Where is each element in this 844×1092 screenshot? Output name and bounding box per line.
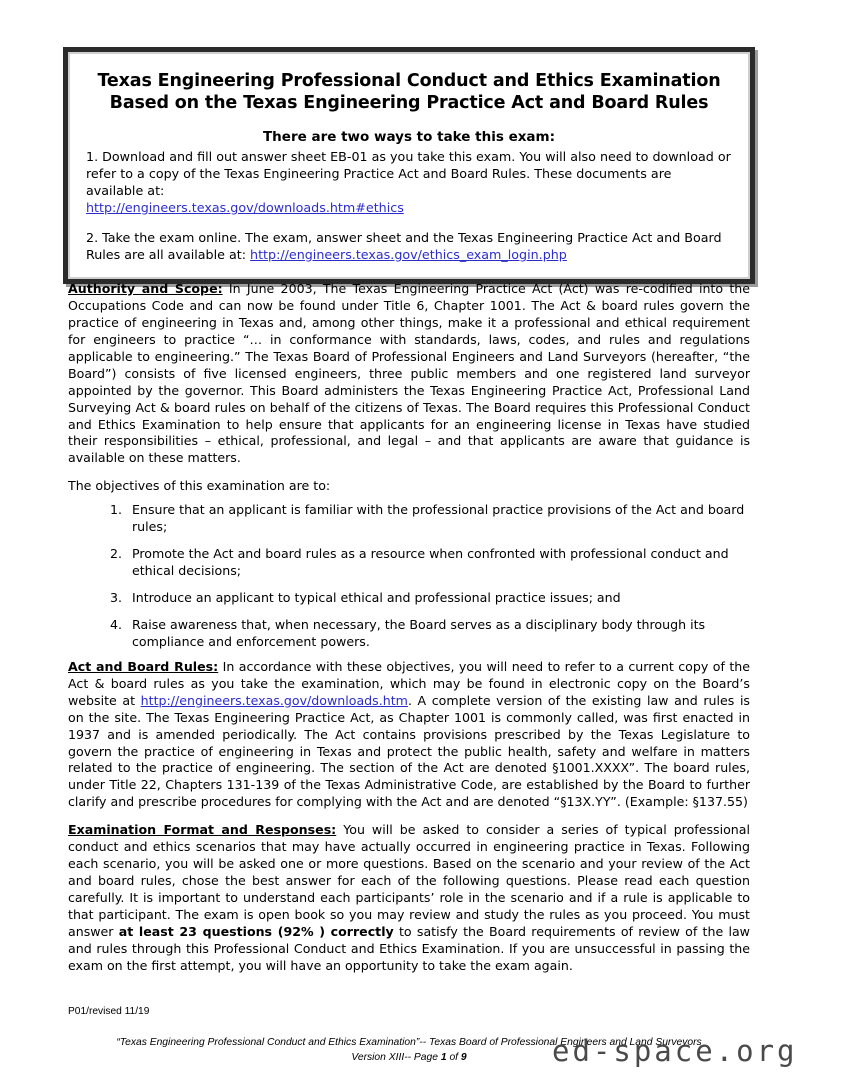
page-title-line1: Texas Engineering Professional Conduct and Ethics Examination — [97, 71, 721, 91]
footer-page-of: of — [446, 1051, 461, 1063]
examination-format-paragraph — [68, 822, 750, 974]
act-and-board-rules-paragraph — [68, 659, 750, 811]
act-and-board-rules-link[interactable]: http://engineers.texas.gov/downloads.htm — [140, 692, 408, 708]
examination-format-text-2: to satisfy the Board requirements of review of the law and rules through this Professional Conduct and Ethics Examination. If you are unsuccessful in passing the exam on the first attempt, you will have an opportunity to take the exam again. — [68, 923, 750, 973]
authority-and-scope-paragraph — [68, 281, 750, 467]
act-and-board-rules-text-2: . A complete version of the existing law and rules is on the site. The Texas Engineering Practice Act, as Chapter 1001 is commonly called, was first enacted in 1937 and is amended periodically. The Act contains provisions prescribed by the Texas Legislature to govern the practice of engineering in Texas and protect the public health, safety and welfare in matters related to the practice of engineering. The section of the Act are denoted §1001.XXXX”. The board rules, under Title 22, Chapters 131-139 of the Texas Administrative Code, are established by the Board to further clarify and prescribe procedures for complying with the Act and are denoted “§13X.YY”. (Example: §137.55) — [68, 692, 750, 810]
page-title-line2: Based on the Texas Engineering Practice Act and Board Rules — [109, 93, 709, 114]
header-callout-inner — [68, 52, 750, 279]
footer-version-prefix: Version XIII-- Page — [351, 1051, 441, 1063]
way-one-text: 1. Download and fill out answer sheet EB-01 as you take this exam. You will also need to download or refer to a copy of the Texas Engineering Practice Act and Board Rules. These documents are available at: — [86, 148, 731, 198]
examination-format-text-1: You will be asked to consider a series of typical professional conduct and ethics scenarios that may have actually occurred in engineering practice in Texas. Following each scenario, you will be asked one or more questions. Based on the scenario and your review of the Act and board rules, chose the best answer for each of the following questions. Please read each question carefully. It is important to understand each participants’ role in the scenario and if a rule is applicable to that participant. The exam is open book so you may review and study the rules as you proceed. You must answer — [68, 822, 750, 939]
spacer — [68, 467, 750, 478]
header-callout-box — [63, 47, 755, 284]
ways-heading: There are two ways to take this exam: — [262, 128, 556, 145]
list-item: 1. Ensure that an applicant is familiar with the professional practice provisions of the Act and board rules; — [126, 502, 750, 536]
way-two-link[interactable]: http://engineers.texas.gov/ethics_exam_login.php — [250, 246, 567, 262]
act-and-board-rules-heading: Act and Board Rules: — [68, 658, 219, 674]
list-item: 2. Promote the Act and board rules as a resource when confronted with professional conduct and ethical decisions; — [126, 546, 750, 580]
ways-gap — [86, 216, 732, 229]
document-body — [68, 281, 750, 975]
footer-page-total: 9 — [460, 1051, 467, 1063]
authority-and-scope-text: In June 2003, The Texas Engineering Practice Act (Act) was re-codified into the Occupations Code and can now be found under Title 6, Chapter 1001. The Act & board rules govern the practice of engineering in Texas and, among other things, make it a professional and ethical requirement for engineers to practice “… in conformance with standards, laws, codes, and rules and regulations applicable to engineering.” The Texas Board of Professional Engineers and Land Surveyors (hereafter, “the Board”) consists of five licensed engineers, three public members and one registered land surveyor appointed by the governor. This Board administers the Texas Engineering Practice Act, Professional Land Surveying Act & board rules on behalf of the citizens of Texas. The Board requires this Professional Conduct and Ethics Examination to help ensure that applicants for an engineering license in Texas have studied their responsibilities – ethical, professional, and legal – and that applicants are aware that guidance is available on these matters. — [68, 281, 750, 466]
way-one — [86, 148, 732, 216]
way-one-link[interactable]: http://engineers.texas.gov/downloads.htm#ethics — [86, 199, 404, 215]
way-two-text: 2. Take the exam online. The exam, answer sheet and the Texas Engineering Practice Act and Board Rules are all available at: — [86, 229, 722, 262]
revision-code: P01/revised 11/19 — [68, 1006, 150, 1017]
footer-page-number: 1 — [440, 1051, 447, 1063]
examination-format-heading: Examination Format and Responses: — [68, 822, 337, 838]
objectives-list — [68, 502, 750, 651]
list-item: 4. Raise awareness that, when necessary, the Board serves as a disciplinary body through its compliance and enforcement powers. — [126, 617, 750, 651]
footer-note-line1: “Texas Engineering Professional Conduct and Ethics Examination”-- Texas Board of Professional Engineers and Land Surveyors — [116, 1037, 702, 1048]
list-item: 3. Introduce an applicant to typical ethical and professional practice issues; and — [126, 590, 750, 607]
spacer — [68, 651, 750, 659]
spacer — [68, 811, 750, 822]
examination-format-bold-requirement: at least 23 questions (92% ) correctly — [118, 923, 394, 939]
act-and-board-rules-text-1: In accordance with these objectives, you will need to refer to a current copy of the Act & board rules as you take the examination, which may be found in electronic copy on the Board’s website at — [68, 658, 750, 708]
objectives-intro: The objectives of this examination are to: — [68, 478, 331, 494]
way-two — [86, 229, 732, 263]
authority-and-scope-heading: Authority and Scope: — [68, 281, 223, 296]
page-title — [86, 70, 732, 115]
watermark: ed-space.org — [552, 1034, 798, 1068]
